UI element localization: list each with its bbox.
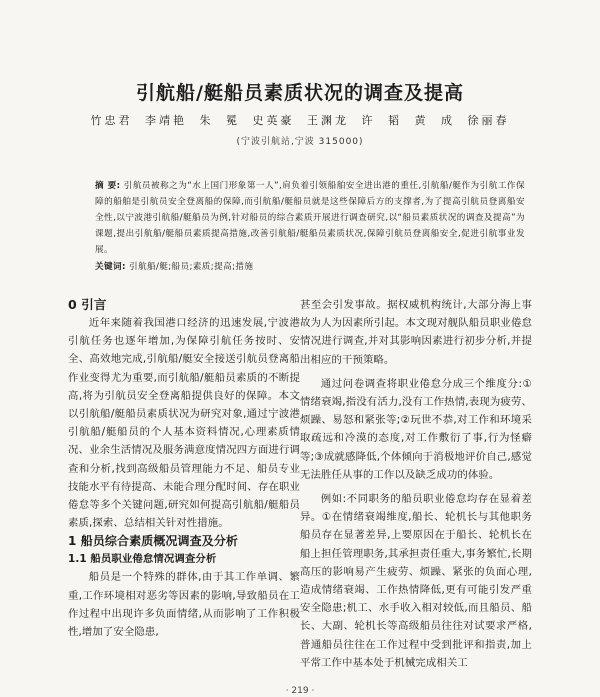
- left-column: [68, 296, 300, 641]
- right-paragraph-dimensions: 通过问卷调查将职业倦怠分成三个维度分:①情绪衰竭,指没有活力,没有工作热情,表现为疲劳、烦躁、易怒和紧张等;②玩世不恭,对工作和环境采取疏远和冷漠的态度,对工作敷衍了事,行为怪癖等;③成就感降低,个体倾向于消极地评价自己,感觉无法胜任从事的工作以及缺乏成功的体验。: [300, 377, 532, 481]
- right-paragraph-continued: 甚至会引发事故。据权威机构统计,大部分海上事故为人为因素所引起。本文现对舰队船员职业倦怠情况进行调查,并对其影响因素进行初步分析,并提出相应的干预策略。: [300, 299, 532, 366]
- section-heading-introduction: 0 引言: [68, 297, 107, 312]
- page-number: · 219 ·: [285, 686, 315, 696]
- subsection-heading-1-1: 1.1 船员职业倦怠情况调查分析: [68, 553, 217, 566]
- right-paragraph-example: 例如:不同职务的船员职业倦怠均存在显着差异。①在情绪衰竭维度,船长、轮机长与其他职务船员存在显著差异,上要原因在于船长、轮机长在船上担任管理职务,其承担责任重大,事务繁忙,长期高压的影响易产生疲劳、烦躁、紧张的负面心理,造成情绪衰竭、工作热情降低,更有可能引发严重安全隐患;机工、水手收入相对较低,而且船员、船长、大副、轮机长等高级船员往往对试要求严格,普通船员往往在工作过程中受到批评和指责,加上平常工作中基本处于机械完成相关工: [300, 493, 532, 669]
- intro-paragraph: 近年来随着我国港口经济的迅速发展,宁波港引航任务也逐年增加,为保障引航任务按时、安全、高效地完成,引航船/艇安全接送引航员登离船作业变得尤为重要,而引航船/艇船员素质的不断提高,将为引航员安全登离船提供良好的保障。本文以引航船/艇船员素质状况为研究对象,通过宁波港引航船/艇船员的个人基本资料情况,心理素质情况、业余生活情况及服务满意度情况四方面进行调查和分析,找到高级船员管理能力不足、船员专业技能水平有待提高、未能合理分配时间、存在职业倦怠等多个关键问题,研究如何提高引航船/艇船员素质,探索、总结相关针对性措施。: [68, 317, 300, 530]
- paper-title: 引航船/艇船员素质状况的调查及提高: [136, 82, 464, 104]
- author-affiliation: (宁波引航站,宁波 315000): [236, 137, 364, 147]
- keywords-text: 引航船/艇;船员;素质;提高;措施: [128, 262, 254, 272]
- subsection-paragraph: 船员是一个特殊的群体,由于其工作单调、繁重,工作环境相对恶劣等因素的影响,导致船员在工作过程中出现许多负面情绪,从而影响了工作积极性,增加了安全隐患,: [68, 571, 300, 639]
- section-heading-1: 1 船员综合素质概况调查及分析: [68, 534, 239, 549]
- author-list: 竹忠君 李靖艳 朱 冕 史英豪 王渊龙 许 韬 黄 成 徐丽春: [90, 114, 510, 127]
- keywords-label: 关键词:: [95, 262, 126, 272]
- right-column: [300, 296, 532, 672]
- abstract: [95, 178, 525, 258]
- keywords: [95, 260, 525, 274]
- abstract-text: 引航员被称之为“水上国门形象第一人”,肩负着引领船舶安全进出港的重任,引航船/艇作为引航工作保障的船舶是引航员安全登离船的保障,而引航船/艇船员就是这些保障后方的支撑者,为了提高引航员登离船安全性,以宁波港引航船/艇船员为例,针对船员的综合素质开展进行调查研究,以“船员素质状况的调查及提高”为课题,提出引航船/艇船员素质提高措施,改善引航船/艇船员素质状况,保障引航员登离船安全,促进引航事业发展。: [95, 181, 525, 255]
- abstract-label: 摘 要:: [95, 181, 121, 191]
